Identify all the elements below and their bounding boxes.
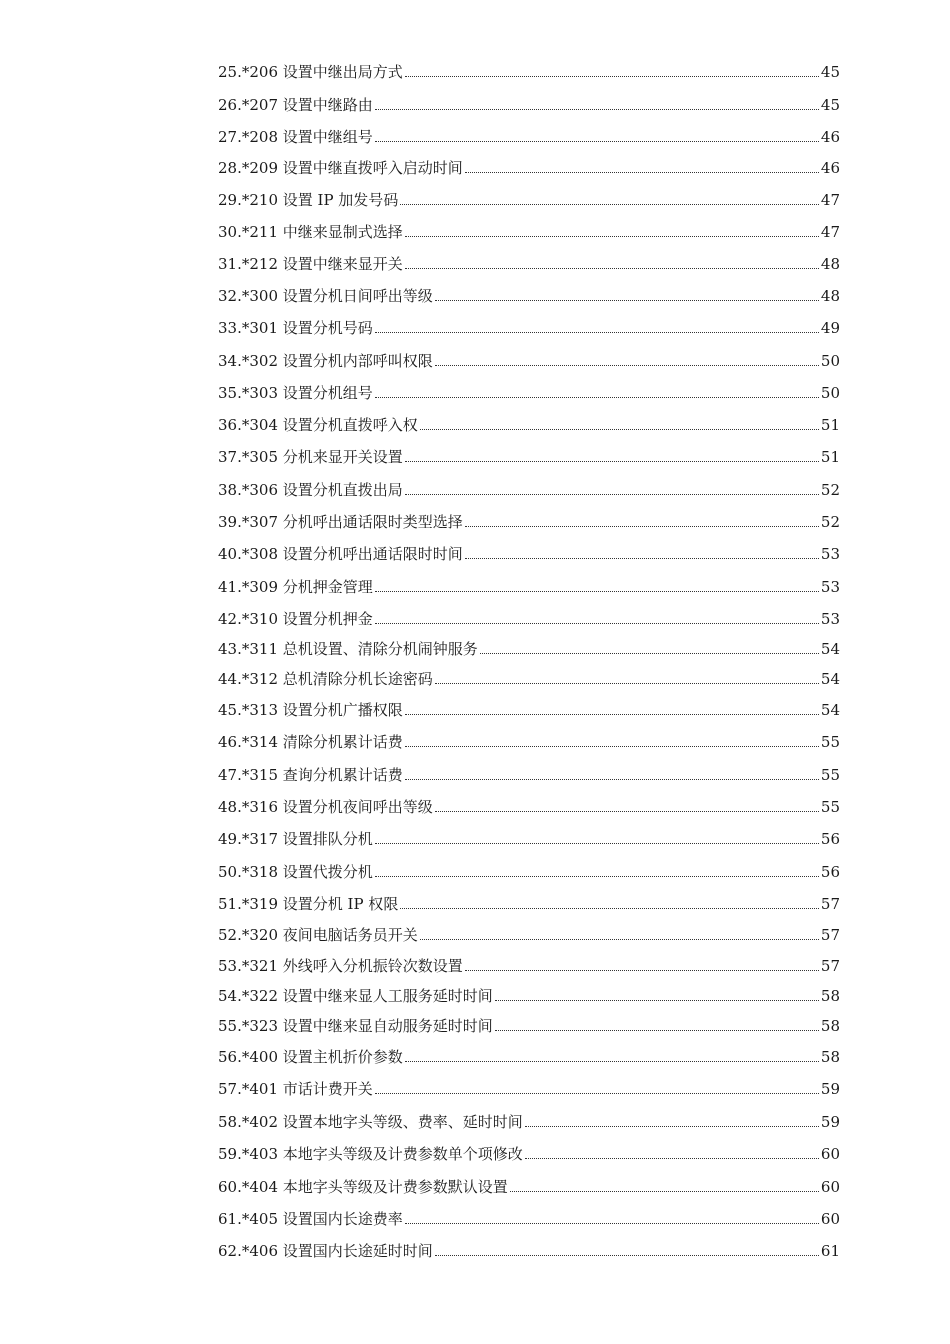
toc-entry[interactable] [218,288,840,305]
toc-entry-page: 55 [820,766,840,784]
toc-dot-leader [480,653,819,654]
toc-entry-page: 60 [820,1178,840,1196]
toc-entry[interactable] [218,988,840,1005]
toc-entry-page: 52 [820,513,840,531]
toc-entry-title: *206 设置中继出局方式 [241,63,403,81]
toc-entry[interactable] [218,831,840,848]
toc-entry-title: *209 设置中继直拨呼入启动时间 [241,159,463,177]
toc-entry[interactable] [218,417,840,434]
toc-entry-title: *401 市话计费开关 [241,1080,373,1098]
toc-dot-leader [375,591,819,592]
toc-entry-title: *304 设置分机直拨呼入权 [241,416,418,434]
toc-entry-page: 47 [820,191,840,209]
toc-entry-title: *207 设置中继路由 [241,96,373,114]
toc-entry[interactable] [218,611,840,628]
toc-dot-leader [375,332,819,333]
toc-entry-title: *309 分机押金管理 [241,578,373,596]
toc-entry-title: *211 中继来显制式选择 [241,223,403,241]
toc-entry-title: *400 设置主机折价参数 [241,1048,403,1066]
toc-entry-title: *301 设置分机号码 [241,319,373,337]
toc-dot-leader [405,494,819,495]
toc-entry-number: 42. [218,610,242,628]
toc-entry[interactable] [218,671,840,688]
toc-entry-page: 55 [820,798,840,816]
toc-entry[interactable] [218,129,840,146]
toc-entry-page: 46 [820,159,840,177]
toc-dot-leader [405,461,819,462]
toc-entry-number: 37. [218,448,242,466]
toc-dot-leader [375,876,819,877]
toc-entry[interactable] [218,1018,840,1035]
toc-dot-leader [465,558,819,559]
toc-entry-page: 51 [820,448,840,466]
toc-dot-leader [420,939,819,940]
toc-entry-number: 36. [218,416,242,434]
toc-entry-page: 53 [820,578,840,596]
toc-entry-title: *405 设置国内长途费率 [241,1210,403,1228]
toc-entry[interactable] [218,482,840,499]
toc-dot-leader [405,268,819,269]
toc-entry[interactable] [218,702,840,719]
toc-entry-title: *322 设置中继来显人工服务延时时间 [241,987,493,1005]
toc-entry-number: 50. [218,863,242,881]
toc-entry-page: 47 [820,223,840,241]
toc-entry[interactable] [218,1243,840,1260]
toc-entry-page: 46 [820,128,840,146]
toc-entry[interactable] [218,767,840,784]
toc-entry[interactable] [218,224,840,241]
toc-entry-number: 34. [218,352,242,370]
toc-entry[interactable] [218,799,840,816]
toc-dot-leader [405,746,819,747]
toc-dot-leader [400,204,819,205]
toc-dot-leader [375,109,819,110]
toc-entry-number: 32. [218,287,242,305]
toc-dot-leader [435,1255,819,1256]
toc-entry-number: 28. [218,159,242,177]
toc-entry-number: 57. [218,1080,242,1098]
toc-dot-leader [525,1158,819,1159]
toc-entry-number: 59. [218,1145,242,1163]
toc-entry-page: 49 [820,319,840,337]
toc-entry[interactable] [218,1081,840,1098]
toc-entry-title: *323 设置中继来显自动服务延时时间 [241,1017,493,1035]
toc-entry-page: 54 [820,670,840,688]
toc-entry-number: 54. [218,987,242,1005]
toc-entry-number: 60. [218,1178,242,1196]
toc-dot-leader [400,908,819,909]
toc-dot-leader [420,429,819,430]
toc-dot-leader [375,141,819,142]
toc-entry-number: 53. [218,957,242,975]
toc-entry-number: 62. [218,1242,242,1260]
toc-entry-page: 58 [820,1017,840,1035]
toc-entry[interactable] [218,160,840,177]
toc-entry-title: *318 设置代拨分机 [241,863,373,881]
toc-entry[interactable] [218,864,840,881]
toc-dot-leader [435,300,819,301]
toc-dot-leader [375,397,819,398]
toc-entry-page: 52 [820,481,840,499]
toc-entry-page: 57 [820,895,840,913]
toc-entry-page: 57 [820,926,840,944]
toc-dot-leader [510,1191,819,1192]
toc-dot-leader [495,1030,819,1031]
toc-entry-page: 58 [820,1048,840,1066]
toc-entry[interactable] [218,320,840,337]
toc-entry[interactable] [218,734,840,751]
toc-entry-page: 60 [820,1145,840,1163]
toc-entry-title: *305 分机来显开关设置 [241,448,403,466]
toc-entry-title: *403 本地字头等级及计费参数单个项修改 [241,1145,523,1163]
toc-entry-page: 50 [820,352,840,370]
toc-entry[interactable] [218,1179,840,1196]
toc-entry-title: *312 总机清除分机长途密码 [241,670,433,688]
toc-entry-number: 43. [218,640,242,658]
toc-dot-leader [435,811,819,812]
toc-entry-page: 53 [820,545,840,563]
toc-entry-page: 59 [820,1080,840,1098]
toc-entry[interactable] [218,641,840,658]
toc-entry-number: 39. [218,513,242,531]
toc-entry[interactable] [218,64,840,81]
toc-entry-page: 54 [820,640,840,658]
toc-entry[interactable] [218,1049,840,1066]
toc-entry-number: 56. [218,1048,242,1066]
toc-entry-number: 29. [218,191,242,209]
toc-entry-title: *306 设置分机直拨出局 [241,481,403,499]
toc-entry-title: *208 设置中继组号 [241,128,373,146]
toc-entry-number: 31. [218,255,242,273]
toc-entry-number: 47. [218,766,242,784]
toc-entry-number: 38. [218,481,242,499]
toc-entry-title: *315 查询分机累计话费 [241,766,403,784]
toc-entry-title: *302 设置分机内部呼叫权限 [241,352,433,370]
toc-entry-number: 48. [218,798,242,816]
toc-entry-number: 55. [218,1017,242,1035]
toc-entry-number: 44. [218,670,242,688]
toc-entry-number: 45. [218,701,242,719]
toc-entry-page: 50 [820,384,840,402]
toc-entry-number: 41. [218,578,242,596]
toc-entry-title: *308 设置分机呼出通话限时时间 [241,545,463,563]
toc-entry[interactable] [218,896,840,913]
toc-entry[interactable] [218,1114,840,1131]
toc-dot-leader [405,714,819,715]
toc-entry-title: *406 设置国内长途延时时间 [241,1242,433,1260]
toc-entry-page: 59 [820,1113,840,1131]
toc-entry-page: 51 [820,416,840,434]
toc-entry-page: 56 [820,863,840,881]
toc-entry[interactable] [218,385,840,402]
toc-entry[interactable] [218,449,840,466]
toc-entry-number: 27. [218,128,242,146]
toc-entry-title: *314 清除分机累计话费 [241,733,403,751]
toc-entry[interactable] [218,1146,840,1163]
toc-dot-leader [375,623,819,624]
toc-entry-number: 30. [218,223,242,241]
toc-entry-page: 45 [820,96,840,114]
toc-dot-leader [465,526,819,527]
toc-dot-leader [495,1000,819,1001]
toc-entry[interactable] [218,192,840,209]
toc-entry-number: 25. [218,63,242,81]
toc-entry-page: 60 [820,1210,840,1228]
toc-entry-page: 56 [820,830,840,848]
toc-entry-title: *317 设置排队分机 [241,830,373,848]
toc-entry[interactable] [218,353,840,370]
toc-entry-page: 61 [820,1242,840,1260]
toc-entry-page: 58 [820,987,840,1005]
toc-entry-number: 40. [218,545,242,563]
toc-entry-number: 58. [218,1113,242,1131]
toc-entry-title: *303 设置分机组号 [241,384,373,402]
toc-dot-leader [375,1093,819,1094]
toc-entry-page: 53 [820,610,840,628]
toc-entry-title: *310 设置分机押金 [241,610,373,628]
toc-entry-title: *313 设置分机广播权限 [241,701,403,719]
toc-dot-leader [405,1223,819,1224]
toc-dot-leader [435,683,819,684]
toc-entry[interactable] [218,546,840,563]
toc-entry-page: 48 [820,255,840,273]
toc-dot-leader [375,843,819,844]
toc-dot-leader [465,172,819,173]
toc-entry[interactable] [218,514,840,531]
toc-entry[interactable] [218,958,840,975]
toc-entry-title: *402 设置本地字头等级、费率、延时时间 [241,1113,523,1131]
toc-entry-title: *311 总机设置、清除分机闹钟服务 [241,640,478,658]
toc-entry-page: 55 [820,733,840,751]
toc-dot-leader [405,76,819,77]
toc-entry-number: 33. [218,319,242,337]
toc-entry-number: 52. [218,926,242,944]
toc-entry-page: 48 [820,287,840,305]
toc-entry-number: 51. [218,895,242,913]
toc-entry-title: *319 设置分机 IP 权限 [241,895,399,913]
toc-entry-title: *316 设置分机夜间呼出等级 [241,798,433,816]
toc-entry-page: 57 [820,957,840,975]
toc-entry-title: *210 设置 IP 加发号码 [241,191,399,209]
toc-entry-number: 49. [218,830,242,848]
toc-dot-leader [465,970,819,971]
toc-entry-number: 46. [218,733,242,751]
toc-dot-leader [405,779,819,780]
toc-entry[interactable] [218,97,840,114]
toc-entry[interactable] [218,1211,840,1228]
toc-entry-number: 26. [218,96,242,114]
toc-entry-title: *404 本地字头等级及计费参数默认设置 [241,1178,508,1196]
toc-entry[interactable] [218,579,840,596]
toc-entry-number: 35. [218,384,242,402]
toc-dot-leader [405,1061,819,1062]
toc-entry-title: *320 夜间电脑话务员开关 [241,926,418,944]
toc-dot-leader [435,365,819,366]
toc-dot-leader [525,1126,819,1127]
toc-entry-title: *321 外线呼入分机振铃次数设置 [241,957,463,975]
toc-entry-title: *300 设置分机日间呼出等级 [241,287,433,305]
toc-entry-page: 54 [820,701,840,719]
toc-entry-page: 45 [820,63,840,81]
toc-dot-leader [405,236,819,237]
toc-entry-title: *212 设置中继来显开关 [241,255,403,273]
toc-entry-number: 61. [218,1210,242,1228]
toc-entry[interactable] [218,256,840,273]
toc-entry-title: *307 分机呼出通话限时类型选择 [241,513,463,531]
toc-entry[interactable] [218,927,840,944]
